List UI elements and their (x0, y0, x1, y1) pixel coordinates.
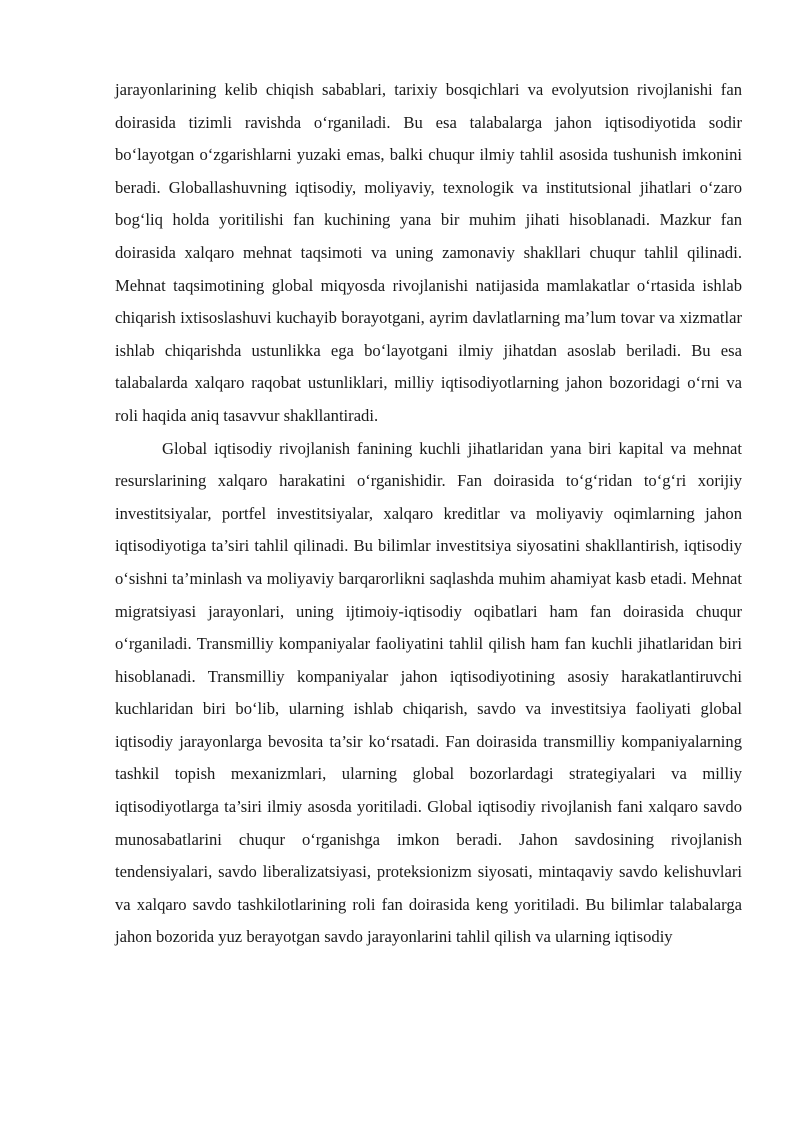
paragraph-1: jarayonlarining kelib chiqish sabablari, tarixiy bosqichlari va evolyutsion rivojlanishi fan doirasida tizimli ravishda o‘rganiladi. Bu esa talabalarga jahon iqtisodiyotida sodir bo‘layotgan o‘zgarishlarni yuzaki emas, balki chuqur ilmiy tahlil asosida tushunish imkonini beradi. Globallashuvning iqtisodiy, moliyaviy, texnologik va institutsional jihatlari o‘zaro bog‘liq holda yoritilishi fan kuchining yana bir muhim jihati hisoblanadi. Mazkur fan doirasida xalqaro mehnat taqsimoti va uning zamonaviy shakllari chuqur tahlil qilinadi. Mehnat taqsimotining global miqyosda rivojlanishi natijasida mamlakatlar o‘rtasida ishlab chiqarish ixtisoslashuvi kuchayib borayotgani, ayrim davlatlarning ma’lum tovar va xizmatlar ishlab chiqarishda ustunlikka ega bo‘layotgani ilmiy jihatdan asoslab beriladi. Bu esa talabalarda xalqaro raqobat ustunliklari, milliy iqtisodiyotlarning jahon bozoridagi o‘rni va roli haqida aniq tasavvur shakllantiradi. (115, 80, 742, 425)
document-body (115, 74, 742, 954)
paragraph-2: Global iqtisodiy rivojlanish fanining kuchli jihatlaridan yana biri kapital va mehnat resurslarining xalqaro harakatini o‘rganishidir. Fan doirasida to‘g‘ridan to‘g‘ri xorijiy investitsiyalar, portfel investitsiyalar, xalqaro kreditlar va moliyaviy oqimlarning jahon iqtisodiyotiga ta’siri tahlil qilinadi. Bu bilimlar investitsiya siyosatini shakllantirish, iqtisodiy o‘sishni ta’minlash va moliyaviy barqarorlikni saqlashda muhim ahamiyat kasb etadi. Mehnat migratsiyasi jarayonlari, uning ijtimoiy-iqtisodiy oqibatlari ham fan doirasida chuqur o‘rganiladi. Transmilliy kompaniyalar faoliyatini tahlil qilish ham fan kuchli jihatlaridan biri hisoblanadi. Transmilliy kompaniyalar jahon iqtisodiyotining asosiy harakatlantiruvchi kuchlaridan biri bo‘lib, ularning ishlab chiqarish, savdo va investitsiya faoliyati global iqtisodiy jarayonlarga bevosita ta’sir ko‘rsatadi. Fan doirasida transmilliy kompaniyalarning tashkil topish mexanizmlari, ularning global bozorlardagi strategiyalari va milliy iqtisodiyotlarga ta’siri ilmiy asosda yoritiladi. Global iqtisodiy rivojlanish fani xalqaro savdo munosabatlarini chuqur o‘rganishga imkon beradi. Jahon savdosining rivojlanish tendensiyalari, savdo liberalizatsiyasi, proteksionizm siyosati, mintaqaviy savdo kelishuvlari va xalqaro savdo tashkilotlarining roli fan doirasida keng yoritiladi. Bu bilimlar talabalarga jahon bozorida yuz berayotgan savdo jarayonlarini tahlil qilish va ularning iqtisodiy (115, 438, 742, 947)
